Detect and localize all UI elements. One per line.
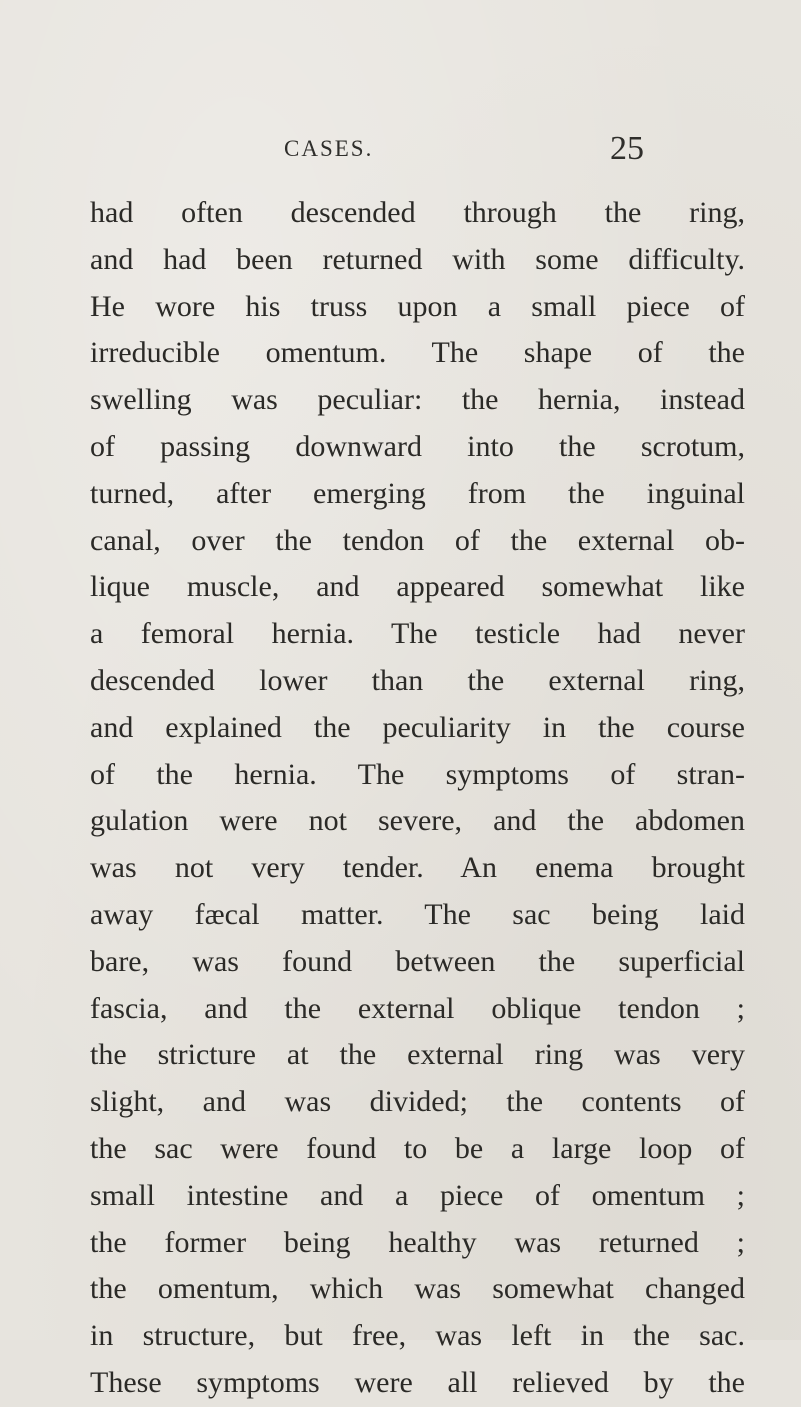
text-line: bare, was found between the superficial — [90, 944, 745, 978]
text-line: turned, after emerging from the inguinal — [90, 476, 745, 510]
text-line: canal, over the tendon of the external ob- — [90, 523, 745, 557]
text-line: the sac were found to be a large loop of — [90, 1131, 745, 1165]
running-head — [0, 130, 801, 176]
text-line: small intestine and a piece of omentum ; — [90, 1178, 745, 1212]
text-line: the stricture at the external ring was very — [90, 1038, 745, 1072]
text-line: descended lower than the external ring, — [90, 663, 745, 697]
text-line: gulation were not severe, and the abdomen — [90, 804, 745, 838]
text-line: the former being healthy was returned ; — [90, 1225, 745, 1259]
header-title: CASES. — [284, 136, 374, 161]
text-line: These symptoms were all relieved by the — [90, 1365, 745, 1399]
text-line: fascia, and the external oblique tendon ; — [90, 991, 745, 1025]
text-line: and explained the peculiarity in the course — [90, 710, 745, 744]
text-line: in structure, but free, was left in the sac. — [90, 1319, 745, 1353]
body-text — [90, 190, 745, 1407]
text-line: irreducible omentum. The shape of the — [90, 336, 745, 370]
text-line: away fæcal matter. The sac being laid — [90, 897, 745, 931]
text-line: slight, and was divided; the contents of — [90, 1085, 745, 1119]
text-line: the omentum, which was somewhat changed — [90, 1272, 745, 1306]
text-line: swelling was peculiar: the hernia, instead — [90, 383, 745, 417]
text-line: lique muscle, and appeared somewhat like — [90, 570, 745, 604]
text-line: a femoral hernia. The testicle had never — [90, 617, 745, 651]
text-line: of the hernia. The symptoms of stran- — [90, 757, 745, 791]
text-line: and had been returned with some difficulty. — [90, 242, 745, 276]
text-line: of passing downward into the scrotum, — [90, 429, 745, 463]
text-line: He wore his truss upon a small piece of — [90, 289, 745, 323]
text-line: had often descended through the ring, — [90, 196, 745, 229]
page-number: 25 — [610, 130, 644, 167]
text-line: was not very tender. An enema brought — [90, 851, 745, 885]
